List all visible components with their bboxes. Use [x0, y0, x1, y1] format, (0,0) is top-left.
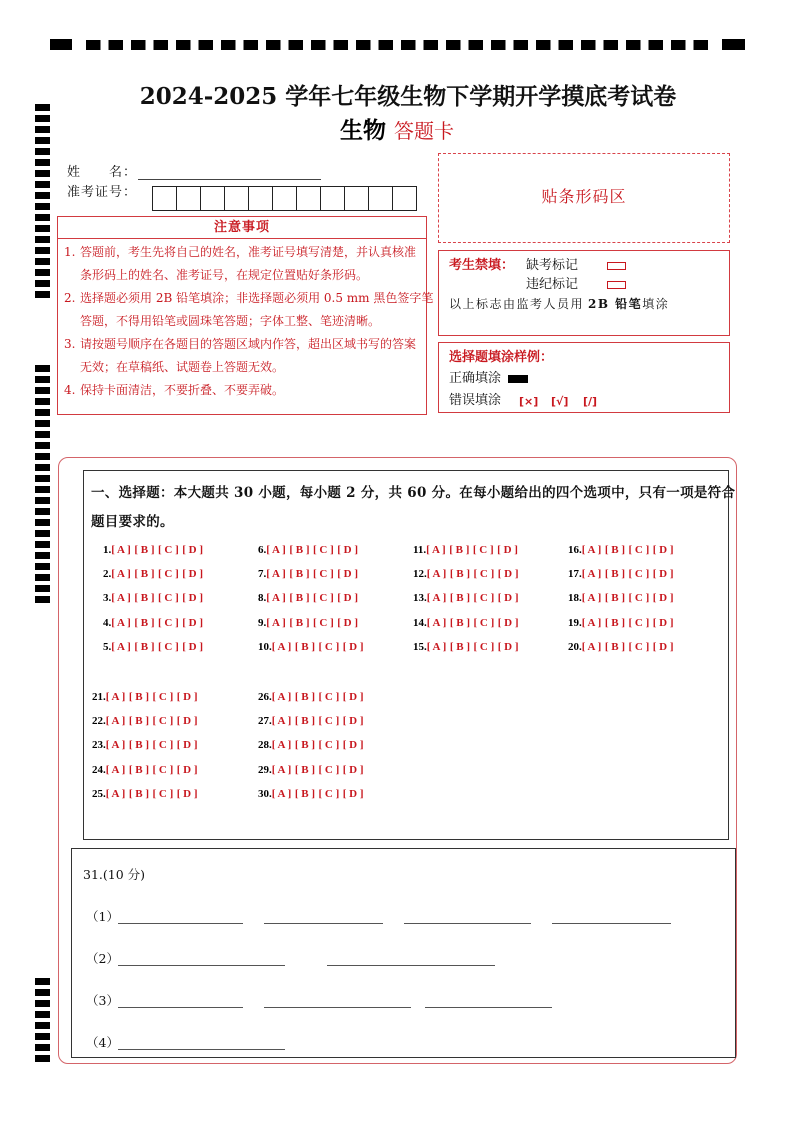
- violation-mark-label: 违纪标记: [526, 277, 579, 292]
- question-number: 16.: [568, 544, 582, 556]
- answer-bubble[interactable]: [ A ]: [426, 592, 447, 605]
- question-number: 10.: [258, 640, 272, 653]
- choice-question: [413, 567, 519, 581]
- question-number: 4.: [103, 616, 112, 629]
- answer-bubble[interactable]: [ B ]: [604, 616, 625, 629]
- notice-item-number: 1.: [64, 245, 76, 259]
- choice-question: [413, 616, 519, 630]
- answer-bubble[interactable]: [ D ]: [182, 592, 204, 605]
- answer-bubble[interactable]: [ C ]: [312, 592, 334, 605]
- absent-mark-label: 缺考标记: [526, 258, 579, 273]
- question-number: 12.: [413, 568, 427, 581]
- answer-bubble[interactable]: [ A ]: [426, 544, 446, 556]
- answer-bubble[interactable]: [ D ]: [342, 787, 364, 800]
- notice-item-2: [64, 287, 433, 310]
- question-number: 3.: [103, 592, 112, 605]
- answer-bubble[interactable]: [ D ]: [182, 616, 204, 629]
- barcode-area-label: 贴条形码区: [541, 186, 627, 206]
- answer-blank[interactable]: [327, 965, 495, 966]
- question-number: 9.: [258, 616, 267, 629]
- answer-bubble[interactable]: [ C ]: [318, 691, 340, 703]
- answer-bubble[interactable]: [ D ]: [342, 691, 364, 703]
- subject-label: 生物: [340, 117, 386, 144]
- timing-marks-left-middle: [35, 365, 50, 603]
- choice-question: [568, 567, 674, 581]
- answer-bubble[interactable]: [ D ]: [182, 640, 204, 653]
- choice-question: [568, 543, 674, 557]
- question-number: 5.: [103, 640, 112, 653]
- answer-bubble[interactable]: [ C ]: [152, 763, 174, 776]
- choice-question: [258, 787, 364, 801]
- answer-bubble[interactable]: [ B ]: [134, 544, 155, 556]
- answer-bubble[interactable]: [ C ]: [473, 592, 495, 605]
- name-field[interactable]: [138, 179, 321, 180]
- answer-blank[interactable]: [552, 923, 671, 924]
- answer-bubble[interactable]: [ D ]: [182, 568, 204, 581]
- notice-item-text: 答题，不得用铅笔或圆珠笔答题；字体工整、笔迹清晰。: [80, 314, 381, 328]
- answer-bubble[interactable]: [ C ]: [628, 640, 650, 653]
- answer-bubble[interactable]: [ D ]: [337, 568, 359, 581]
- answer-bubble[interactable]: [ C ]: [318, 787, 340, 800]
- answer-bubble[interactable]: [ B ]: [294, 763, 315, 776]
- choice-question: [92, 787, 198, 801]
- answer-bubble[interactable]: [ D ]: [652, 592, 674, 605]
- exam-id-digit-box[interactable]: [273, 187, 297, 210]
- answer-bubble[interactable]: [ A ]: [266, 592, 286, 605]
- choice-question: [258, 591, 358, 605]
- answer-bubble[interactable]: [ A ]: [426, 568, 447, 581]
- exam-id-digit-box[interactable]: [177, 187, 201, 210]
- answer-bubble[interactable]: [ D ]: [497, 616, 519, 629]
- answer-bubble[interactable]: [ D ]: [337, 544, 359, 556]
- choice-question: [258, 763, 364, 777]
- notice-item-text: 保持卡面清洁，不要折叠、不要弄破。: [80, 383, 285, 397]
- choice-question: [413, 640, 519, 654]
- answer-blank[interactable]: [118, 965, 285, 966]
- answer-bubble[interactable]: [ B ]: [604, 544, 625, 556]
- answer-bubble[interactable]: [ D ]: [652, 544, 674, 556]
- answer-bubble[interactable]: [ B ]: [294, 691, 315, 703]
- answer-bubble[interactable]: [ B ]: [294, 739, 315, 752]
- answer-blank[interactable]: [404, 923, 531, 924]
- exam-id-digit-box[interactable]: [225, 187, 249, 210]
- question-number: 21.: [92, 691, 106, 703]
- answer-bubble[interactable]: [ C ]: [157, 544, 179, 556]
- answer-bubble[interactable]: [ A ]: [271, 739, 292, 752]
- choice-question: [103, 591, 203, 605]
- answer-bubble[interactable]: [ C ]: [628, 592, 650, 605]
- question-number: 30.: [258, 787, 272, 800]
- answer-bubble[interactable]: [ A ]: [111, 616, 131, 629]
- answer-bubble[interactable]: [ D ]: [182, 544, 204, 556]
- answer-bubble[interactable]: [ C ]: [473, 568, 495, 581]
- answer-bubble[interactable]: [ A ]: [426, 616, 447, 629]
- answer-bubble[interactable]: [ A ]: [105, 691, 126, 703]
- q31-part-1-label: （1）: [86, 909, 119, 924]
- answer-bubble[interactable]: [ D ]: [342, 739, 364, 752]
- answer-bubble[interactable]: [ B ]: [449, 592, 470, 605]
- choice-question: [92, 738, 198, 752]
- exam-id-boxes: [152, 186, 417, 211]
- answer-blank[interactable]: [264, 1007, 411, 1008]
- answer-bubble[interactable]: [ C ]: [473, 616, 495, 629]
- notice-item-3: [64, 333, 433, 356]
- question-number: 28.: [258, 739, 272, 752]
- answer-bubble[interactable]: [ C ]: [318, 715, 340, 728]
- question-number: 11.: [413, 544, 427, 556]
- choice-question: [92, 714, 198, 728]
- answer-blank[interactable]: [425, 1007, 552, 1008]
- answer-bubble[interactable]: [ A ]: [266, 568, 286, 581]
- answer-bubble[interactable]: [ D ]: [652, 616, 674, 629]
- answer-bubble[interactable]: [ D ]: [497, 592, 519, 605]
- choice-question: [568, 640, 674, 654]
- answer-bubble[interactable]: [ A ]: [271, 691, 292, 703]
- name-label: 姓 名：: [67, 165, 138, 180]
- notice-item-text: 答题前，考生先将自己的姓名，准考证号填写清楚，并认真核准: [80, 245, 417, 259]
- answer-bubble[interactable]: [ B ]: [289, 616, 310, 629]
- notice-box: [57, 216, 434, 415]
- answer-bubble[interactable]: [ A ]: [105, 787, 126, 800]
- answer-bubble[interactable]: [ B ]: [294, 787, 315, 800]
- question-number: 15.: [413, 640, 427, 653]
- answer-bubble[interactable]: [ C ]: [318, 640, 340, 653]
- choice-question: [103, 640, 203, 654]
- exam-id-digit-box[interactable]: [249, 187, 273, 210]
- proctor-only-box: [438, 250, 730, 336]
- question-number: 18.: [568, 592, 582, 605]
- answer-bubble[interactable]: [ A ]: [271, 640, 292, 653]
- answer-bubble[interactable]: [ C ]: [152, 691, 174, 703]
- choice-question: [92, 690, 198, 704]
- notice-item-4: [64, 379, 433, 402]
- timing-mark-top-right: [722, 39, 745, 50]
- answer-bubble[interactable]: [ D ]: [342, 715, 364, 728]
- wrong-fill-cross-icon: [×]: [519, 395, 539, 408]
- answer-bubble[interactable]: [ A ]: [105, 739, 126, 752]
- answer-bubble[interactable]: [ B ]: [289, 568, 310, 581]
- notice-title: 注意事项: [58, 217, 426, 239]
- question-31-label: 31.(10 分): [83, 867, 146, 882]
- choice-question: [258, 567, 358, 581]
- notice-item-text: 条形码上的姓名、准考证号，在规定位置贴好条形码。: [80, 268, 369, 282]
- choice-section-heading: 一、选择题：本大题共 30 小题，每小题 2 分，共 60 分。在每小题给出的四个选项中，只有一项是符合: [91, 485, 736, 501]
- notice-item-text: 选择题必须用 2B 铅笔填涂；非选择题必须用 0.5 mm 黑色签字笔: [80, 291, 434, 305]
- answer-bubble[interactable]: [ A ]: [581, 568, 602, 581]
- answer-bubble[interactable]: [ A ]: [105, 715, 126, 728]
- exam-id-label: 准考证号：: [67, 185, 138, 200]
- answer-bubble[interactable]: [ D ]: [176, 763, 198, 776]
- wrong-fill-label: 错误填涂: [449, 393, 502, 408]
- answer-bubble[interactable]: [ A ]: [111, 544, 131, 556]
- answer-blank[interactable]: [118, 1007, 243, 1008]
- q31-part-3-label: （3）: [86, 993, 119, 1008]
- question-number: 27.: [258, 715, 272, 728]
- question-number: 26.: [258, 691, 272, 703]
- exam-id-digit-box[interactable]: [393, 187, 416, 210]
- answer-bubble[interactable]: [ D ]: [342, 640, 364, 653]
- answer-bubble[interactable]: [ A ]: [111, 592, 131, 605]
- answer-blank[interactable]: [264, 923, 383, 924]
- answer-bubble[interactable]: [ C ]: [312, 544, 334, 556]
- answer-bubble[interactable]: [ B ]: [604, 640, 625, 653]
- choice-question: [92, 763, 198, 777]
- notice-item-text: 无效；在草稿纸、试题卷上答题无效。: [80, 360, 285, 374]
- choice-section-heading-cont: 题目要求的。: [91, 514, 174, 530]
- correct-fill-label: 正确填涂: [449, 371, 502, 386]
- question-31-box: [71, 848, 736, 1058]
- answer-bubble[interactable]: [ B ]: [449, 568, 470, 581]
- answer-bubble[interactable]: [ A ]: [266, 544, 286, 556]
- answer-bubble[interactable]: [ C ]: [473, 640, 495, 653]
- answer-bubble[interactable]: [ A ]: [581, 592, 602, 605]
- correct-fill-sample: [508, 375, 528, 383]
- notice-item-text: 请按题号顺序在各题目的答题区域内作答，超出区域书写的答案: [80, 337, 417, 351]
- choice-question: [258, 690, 364, 704]
- choice-question: [258, 616, 358, 630]
- answer-bubble[interactable]: [ C ]: [312, 568, 334, 581]
- answer-bubble[interactable]: [ B ]: [289, 592, 310, 605]
- fill-sample-box: [438, 342, 730, 413]
- answer-bubble[interactable]: [ D ]: [497, 640, 519, 653]
- question-number: 13.: [413, 592, 427, 605]
- answer-bubble[interactable]: [ B ]: [134, 616, 155, 629]
- timing-mark-top-left: [50, 39, 72, 50]
- proctor-note: [449, 296, 669, 312]
- answer-bubble[interactable]: [ D ]: [342, 763, 364, 776]
- exam-id-digit-box[interactable]: [369, 187, 393, 210]
- answer-bubble[interactable]: [ A ]: [111, 640, 131, 653]
- answer-bubble[interactable]: [ D ]: [652, 568, 674, 581]
- question-number: 20.: [568, 640, 582, 653]
- answer-bubble[interactable]: [ B ]: [128, 763, 149, 776]
- answer-bubble[interactable]: [ A ]: [111, 568, 131, 581]
- q31-part-4-label: （4）: [86, 1035, 119, 1050]
- question-number: 2.: [103, 568, 112, 581]
- answer-bubble[interactable]: [ C ]: [312, 616, 334, 629]
- exam-id-digit-box[interactable]: [297, 187, 321, 210]
- question-number: 24.: [92, 763, 106, 776]
- answer-bubble[interactable]: [ B ]: [128, 691, 149, 703]
- choice-question: [413, 543, 518, 557]
- answer-bubble[interactable]: [ A ]: [271, 763, 292, 776]
- answer-bubble[interactable]: [ B ]: [449, 616, 470, 629]
- question-number: 23.: [92, 739, 106, 752]
- notice-item-number: 2.: [64, 291, 76, 305]
- answer-card-label: 答题卡: [394, 119, 454, 143]
- notice-item-number: 4.: [64, 383, 76, 397]
- exam-id-digit-box[interactable]: [321, 187, 345, 210]
- choice-question: [103, 616, 203, 630]
- barcode-area: [438, 153, 730, 243]
- answer-bubble[interactable]: [ C ]: [157, 616, 179, 629]
- answer-bubble[interactable]: [ C ]: [628, 568, 650, 581]
- answer-bubble[interactable]: [ D ]: [652, 640, 674, 653]
- timing-marks-left-upper: [35, 104, 50, 298]
- answer-bubble[interactable]: [ B ]: [449, 640, 470, 653]
- question-number: 8.: [258, 592, 267, 605]
- choice-question: [413, 591, 519, 605]
- answer-bubble[interactable]: [ B ]: [128, 787, 149, 800]
- timing-marks-top: [86, 40, 708, 50]
- proctor-only-title: 考生禁填：: [449, 258, 515, 273]
- answer-bubble[interactable]: [ B ]: [134, 592, 155, 605]
- answer-bubble[interactable]: [ B ]: [294, 715, 315, 728]
- question-number: 6.: [258, 544, 267, 556]
- answer-bubble[interactable]: [ C ]: [628, 544, 650, 556]
- answer-bubble[interactable]: [ D ]: [337, 592, 359, 605]
- absent-mark-box[interactable]: [607, 262, 626, 270]
- notice-body: [64, 241, 433, 402]
- question-number: 17.: [568, 568, 582, 581]
- answer-bubble[interactable]: [ C ]: [157, 592, 179, 605]
- choice-question: [568, 616, 674, 630]
- choice-section-box: [83, 470, 729, 840]
- answer-bubble[interactable]: [ D ]: [497, 568, 519, 581]
- question-number: 19.: [568, 616, 582, 629]
- answer-blank[interactable]: [118, 1049, 285, 1050]
- answer-bubble[interactable]: [ C ]: [318, 739, 340, 752]
- answer-bubble[interactable]: [ C ]: [152, 787, 174, 800]
- question-number: 22.: [92, 715, 106, 728]
- choice-question: [103, 567, 203, 581]
- answer-bubble[interactable]: [ B ]: [128, 739, 149, 752]
- violation-mark-box[interactable]: [607, 281, 626, 289]
- choice-question: [103, 543, 203, 557]
- answer-bubble[interactable]: [ B ]: [289, 544, 310, 556]
- proctor-note-prefix: 以上标志由监考人员用: [449, 297, 585, 311]
- answer-bubble[interactable]: [ A ]: [271, 715, 292, 728]
- question-number: 25.: [92, 787, 106, 800]
- answer-bubble[interactable]: [ D ]: [176, 715, 198, 728]
- choice-question: [258, 714, 364, 728]
- answer-bubble[interactable]: [ A ]: [266, 616, 286, 629]
- answer-bubble[interactable]: [ C ]: [318, 763, 340, 776]
- answer-bubble[interactable]: [ C ]: [628, 616, 650, 629]
- choice-question: [258, 543, 358, 557]
- answer-bubble[interactable]: [ A ]: [105, 763, 126, 776]
- answer-bubble[interactable]: [ B ]: [128, 715, 149, 728]
- answer-bubble[interactable]: [ A ]: [271, 787, 292, 800]
- proctor-note-suffix: 填涂: [642, 297, 670, 311]
- question-number: 1.: [103, 544, 112, 556]
- answer-bubble[interactable]: [ B ]: [294, 640, 315, 653]
- answer-bubble[interactable]: [ B ]: [604, 568, 625, 581]
- notice-item-number: 3.: [64, 337, 76, 351]
- answer-bubble[interactable]: [ C ]: [152, 715, 174, 728]
- question-number: 29.: [258, 763, 272, 776]
- answer-bubble[interactable]: [ A ]: [426, 640, 447, 653]
- answer-bubble[interactable]: [ C ]: [472, 544, 494, 556]
- answer-bubble[interactable]: [ A ]: [581, 544, 602, 556]
- answer-bubble[interactable]: [ D ]: [176, 787, 198, 800]
- answer-bubble[interactable]: [ B ]: [134, 568, 155, 581]
- question-number: 14.: [413, 616, 427, 629]
- wrong-fill-slash-icon: [/]: [583, 395, 598, 408]
- choice-question: [568, 591, 674, 605]
- notice-item-1: [64, 241, 433, 264]
- page-subtitle: [297, 117, 497, 147]
- answer-blank[interactable]: [118, 923, 243, 924]
- q31-part-2-label: （2）: [86, 951, 119, 966]
- answer-bubble[interactable]: [ A ]: [581, 616, 602, 629]
- answer-bubble[interactable]: [ B ]: [449, 544, 470, 556]
- exam-id-digit-box[interactable]: [153, 187, 177, 210]
- choice-question: [258, 640, 364, 654]
- question-number: 7.: [258, 568, 267, 581]
- fill-sample-title: 选择题填涂样例：: [449, 350, 554, 365]
- answer-bubble[interactable]: [ C ]: [152, 739, 174, 752]
- page-title: 2024-2025 学年七年级生物下学期开学摸底考试卷: [139, 83, 677, 110]
- answer-bubble[interactable]: [ D ]: [176, 739, 198, 752]
- answer-bubble[interactable]: [ D ]: [176, 691, 198, 703]
- answer-bubble[interactable]: [ A ]: [581, 640, 602, 653]
- timing-marks-left-lower: [35, 978, 50, 1062]
- answer-bubble[interactable]: [ C ]: [157, 640, 179, 653]
- choice-question: [258, 738, 364, 752]
- answer-bubble[interactable]: [ D ]: [337, 616, 359, 629]
- wrong-fill-check-icon: [√]: [551, 395, 569, 408]
- exam-id-digit-box[interactable]: [201, 187, 225, 210]
- answer-bubble[interactable]: [ C ]: [157, 568, 179, 581]
- answer-bubble[interactable]: [ B ]: [604, 592, 625, 605]
- answer-bubble[interactable]: [ D ]: [497, 544, 518, 556]
- answer-bubble[interactable]: [ B ]: [134, 640, 155, 653]
- exam-id-digit-box[interactable]: [345, 187, 369, 210]
- proctor-note-pencil: 2B 铅笔: [588, 297, 643, 311]
